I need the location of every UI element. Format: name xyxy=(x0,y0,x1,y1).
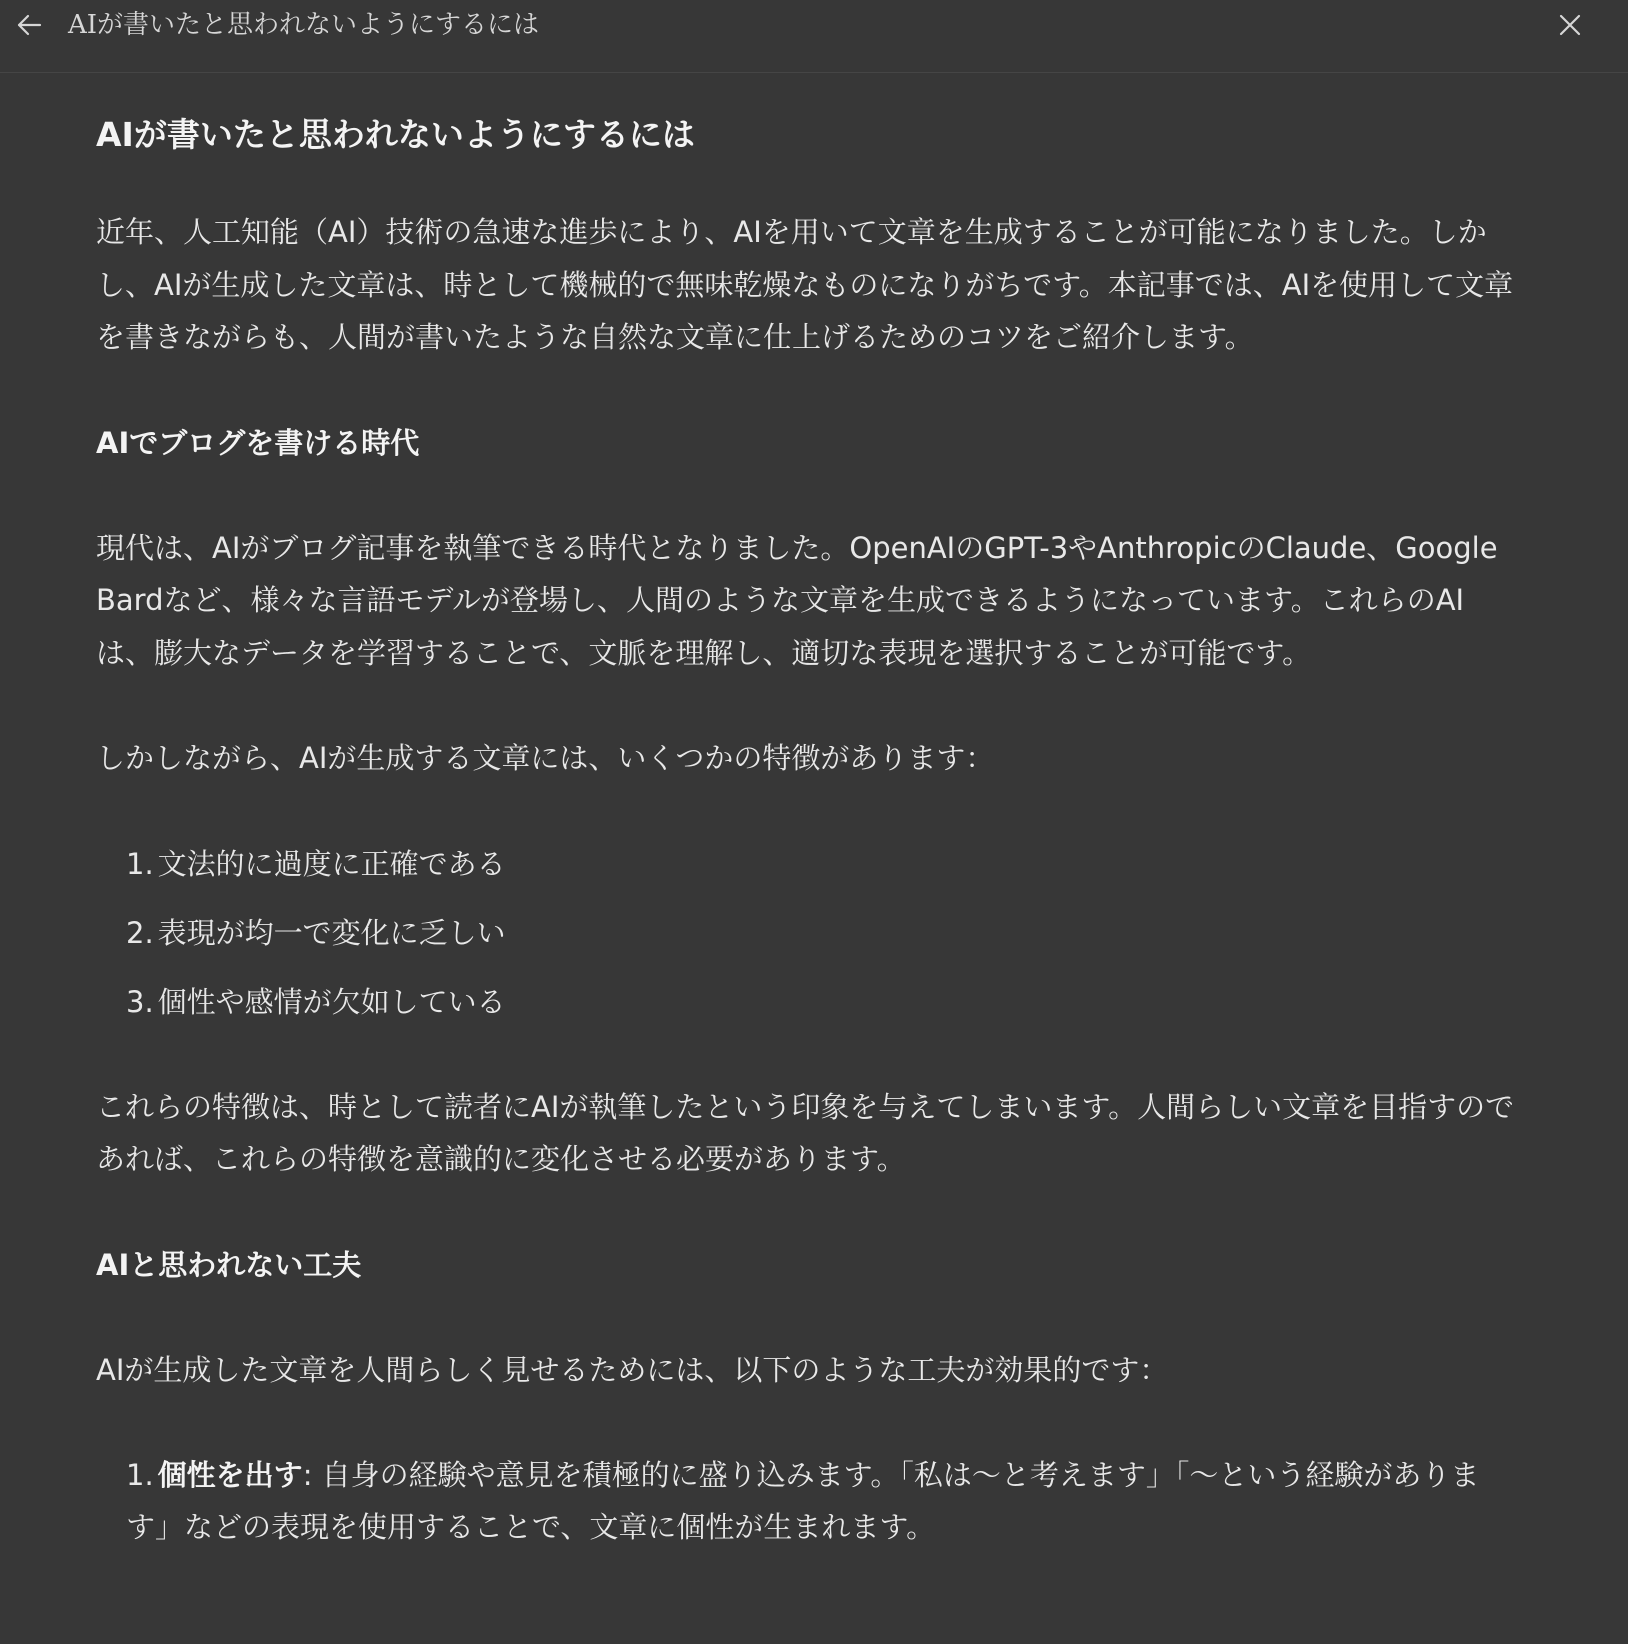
close-button[interactable] xyxy=(1551,6,1589,44)
section1-paragraph-3: これらの特徴は、時として読者にAIが執筆したという印象を与えてしまいます。人間らしい文章を目指すのであれば、これらの特徴を意識的に変化させる必要があります。 xyxy=(96,1089,1515,1176)
list-item: 3. 個性や感情が欠如している xyxy=(126,984,506,1019)
section-heading-ai-blog-era: AIでブログを書ける時代 xyxy=(96,425,420,460)
list-item: 1. 個性を出す: 自身の経験や意見を積極的に盛り込みます。「私は〜と考えます」「〜という経験があります」などの表現を使用することで、文章に個性が生まれます。 xyxy=(126,1458,1480,1544)
section1-paragraph-1: 現代は、AIがブログ記事を執筆できる時代となりました。OpenAIのGPT-3やAnthropicのClaude、Google Bardなど、様々な言語モデルが登場し、人間のような文章を生成できるようになっています。これらのAIは、膨大なデータを学習することで、文脈を理解し、適切な表現を選択することが可能です。 xyxy=(96,530,1498,670)
list-item: 1. 文法的に過度に正確である xyxy=(126,846,506,881)
back-button[interactable] xyxy=(10,6,48,44)
section-heading-not-ai-tips: AIと思われない工夫 xyxy=(96,1247,362,1282)
section2-paragraph-1: AIが生成した文章を人間らしく見せるためには、以下のような工夫が効果的です： xyxy=(96,1352,1169,1387)
list-item: 2. 表現が均一で変化に乏しい xyxy=(126,915,506,950)
arrow-left-icon xyxy=(15,11,43,39)
article-body xyxy=(96,100,1516,1553)
close-icon xyxy=(1557,12,1583,38)
article-title: AIが書いたと思われないようにするには xyxy=(96,115,695,154)
ai-characteristics-list xyxy=(96,838,1516,1028)
intro-paragraph: 近年、人工知能（AI）技術の急速な進歩により、AIを用いて文章を生成することが可能になりました。しかし、AIが生成した文章は、時として機械的で無味乾燥なものになりがちです。本記事では、AIを使用して文章を書きながらも、人間が書いたような自然な文章に仕上げるためのコツをご紹介します。 xyxy=(96,215,1514,354)
top-bar xyxy=(0,0,1628,73)
section1-paragraph-2: しかしながら、AIが生成する文章には、いくつかの特徴があります： xyxy=(96,741,995,775)
tips-list xyxy=(96,1449,1516,1553)
top-bar-title: AIが書いたと思われないようにするには xyxy=(68,10,540,40)
